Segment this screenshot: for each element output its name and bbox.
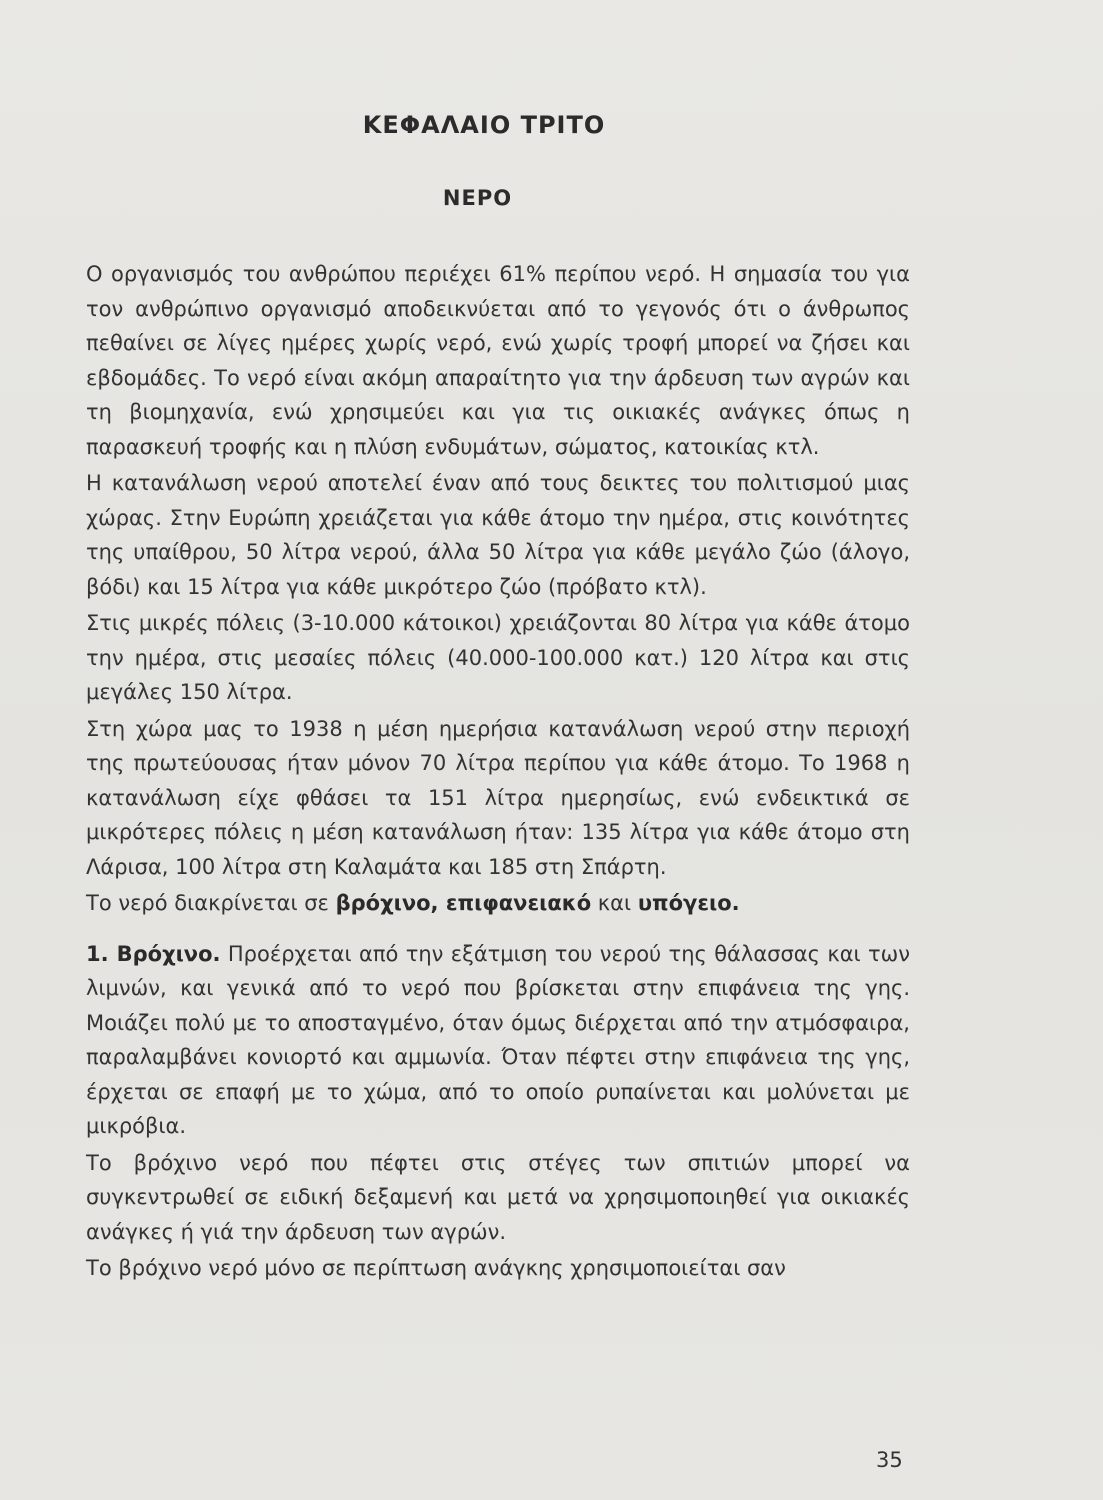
paragraph-water-consumption: Η κατανάλωση νερού αποτελεί έναν από τους δεικτες του πολιτισμού μιας χώρας. Στην Ευρώπη χρειάζεται για κάθε άτομο την ημέρα, στις κοινότητες της υπαίθρου, 50 λίτρα νερού, άλλα 50 λίτρα για κάθε μεγάλο ζώο (άλογο, βόδι) και 15 λίτρα για κάθε μικρότερο ζώο (πρόβατο κτλ). — [86, 471, 910, 599]
rain-water-heading: 1. Βρόχινο. — [86, 941, 221, 966]
water-types-intro: Το νερό διακρίνεται σε — [86, 891, 336, 915]
chapter-title: ΚΕΦΑΛΑΙΟ ΤΡΙΤΟ — [362, 111, 606, 139]
water-types-bold-2: υπόγειο. — [637, 891, 740, 915]
section-title: ΝΕΡΟ — [442, 186, 513, 210]
paragraph-roof-collection: Το βρόχινο νερό που πέφτει στις στέγες των σπιτιών μπορεί να συγκεντρωθεί σε ειδική δεξαμενή και μετά να χρησιμοποιηθεί για οικιακές ανάγκες ή γιά την άρδευση των αγρών. — [86, 1150, 910, 1244]
page-number: 35 — [876, 1448, 903, 1472]
water-types-bold-1: βρόχινο, επιφανειακό — [335, 891, 592, 915]
water-types-and: και — [591, 891, 638, 915]
body-text — [86, 257, 910, 1286]
paragraph-water-in-body: Ο οργανισμός του ανθρώπου περιέχει 61% περίπου νερό. Η σημασία του για τον ανθρώπινο οργανισμό αποδεικνύεται από το γεγονός ότι ο άνθρωπος πεθαίνει σε λίγες ημέρες χωρίς νερό, ενώ χωρίς τροφή μπορεί να ζήσει και εβδομάδες. Το νερό είναι ακόμη απαραίτητο για την άρδευση των αγρών και τη βιομηχανία, ενώ χρησιμεύει και για τις οικιακές ανάγκες όπως η παρασκευή τροφής και η πλύση ενδυμάτων, σώματος, κατοικίας κτλ. — [86, 262, 910, 459]
paragraph-rain-water-use: Το βρόχινο νερό μόνο σε περίπτωση ανάγκης χρησιμοποιείται σαν — [86, 1256, 786, 1280]
paragraph-rain-water — [86, 937, 910, 1144]
paragraph-greece-consumption: Στη χώρα μας το 1938 η μέση ημερήσια κατανάλωση νερού στην περιοχή της πρωτεύουσας ήταν μόνον 70 λίτρα περίπου για κάθε άτομο. Το 1968 η κατανάλωση είχε φθάσει τα 151 λίτρα ημερησίως, ενώ ενδεικτικά σε μικρότερες πόλεις η μέση κατανάλωση ήταν: 135 λίτρα για κάθε άτομο στη Λάρισα, 100 λίτρα στη Καλαμάτα και 185 στη Σπάρτη. — [86, 716, 910, 879]
paragraph-small-towns: Στις μικρές πόλεις (3-10.000 κάτοικοι) χρειάζονται 80 λίτρα για κάθε άτομο την ημέρα, στις μεσαίες πόλεις (40.000-100.000 κατ.) 120 λίτρα και στις μεγάλες 150 λίτρα. — [86, 611, 910, 704]
paragraph-water-types — [86, 886, 910, 921]
rain-water-text: Προέρχεται από την εξάτμιση του νερού της θάλασσας και των λιμνών, και γενικά από το νερό που βρίσκεται στην επιφάνεια της γης. Μοιάζει πολύ με το αποσταγμένο, όταν όμως διέρχεται από την ατμόσφαιρα, παραλαμβάνει κονιορτό και αμμωνία. Όταν πέφτει στην επιφάνεια της γης, έρχεται σε επαφή με το χώμα, από το οποίο ρυπαίνεται και μολύνεται με μικρόβια. — [86, 941, 910, 1138]
